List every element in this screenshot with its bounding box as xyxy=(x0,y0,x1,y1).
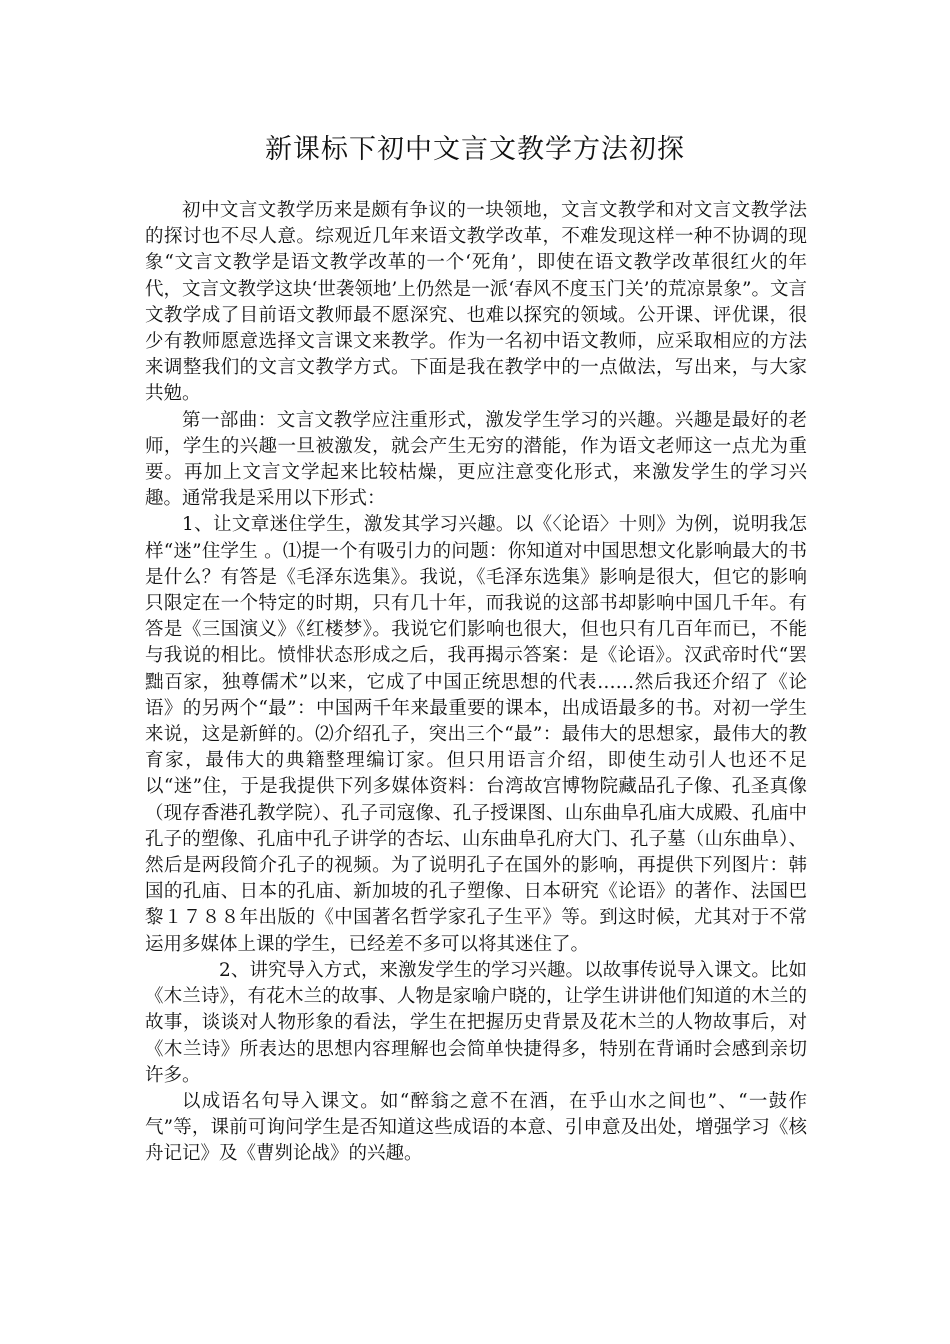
paragraph-intro: 初中文言文教学历来是颇有争议的一块领地，文言文教学和对文言文教学法的探讨也不尽人意。综观近几年来语文教学改革，不难发现这样一种不协调的现象“文言文教学是语文教学改革的一个‘死角’，即使在语文教学改革很红火的年代，文言文教学这块‘世袭领地’上仍然是一派‘春风不度玉门关’的荒凉景象”。文言文教学成了目前语文教师最不愿深究、也难以探究的领域。公开课、评优课，很少有教师愿意选择文言课文来教学。作为一名初中语文教师，应采取相应的方法来调整我们的文言文教学方式。下面是我在教学中的一点做法，写出来，与大家共勉。 xyxy=(145,200,807,405)
paragraph-method-2: 2、讲究导入方式，来激发学生的学习兴趣。以故事传说导入课文。比如《木兰诗》，有花木兰的故事、人物是家喻户晓的，让学生讲讲他们知道的木兰的故事，谈谈对人物形象的看法，学生在把握历史背景及花木兰的人物故事后，对《木兰诗》所表达的思想内容理解也会简单快捷得多，特别在背诵时会感到亲切许多。 xyxy=(145,959,807,1086)
paragraph-part-one: 第一部曲：文言文教学应注重形式，激发学生学习的兴趣。兴趣是最好的老师，学生的兴趣一旦被激发，就会产生无穷的潜能，作为语文老师这一点尤为重要。再加上文言文学起来比较枯燥，更应注意变化形式，来激发学生的学习兴趣。通常我是采用以下形式： xyxy=(145,409,807,510)
paragraph-idiom-intro: 以成语名句导入课文。如“醉翁之意不在酒，在乎山水之间也”、“一鼓作气”等，课前可询问学生是否知道这些成语的本意、引申意及出处，增强学习《核舟记记》及《曹刿论战》的兴趣。 xyxy=(145,1090,807,1165)
document-body xyxy=(145,198,807,1168)
document-title: 新课标下初中文言文教学方法初探 xyxy=(265,134,685,165)
paragraph-method-1: 1、让文章迷住学生，激发其学习兴趣。以《〈论语〉十则》为例，说明我怎样“迷”住学生 。⑴提一个有吸引力的问题：你知道对中国思想文化影响最大的书是什么？有答是《毛泽东选集》。我说，《毛泽东选集》影响是很大，但它的影响只限定在一个特定的时期，只有几十年，而我说的这部书却影响中国几千年。有答是《三国演义》《红楼梦》。我说它们影响也很大，但也只有几百年而已，不能与我说的相比。愤悱状态形成之后，我再揭示答案：是《论语》。汉武帝时代“罢黜百家，独尊儒术”以来，它成了中国正统思想的代表……然后我还介绍了《论语》的另两个“最”：中国两千年来最重要的课本，出成语最多的书。对初一学生来说，这是新鲜的。⑵介绍孔子，突出三个“最”：最伟大的思想家，最伟大的教育家，最伟大的典籍整理编订家。但只用语言介绍，即使生动引人也还不足以“迷”住，于是我提供下列多媒体资料：台湾故宫博物院藏品孔子像、孔圣真像（现存香港孔教学院）、孔子司寇像、孔子授课图、山东曲阜孔庙大成殿、孔庙中孔子的塑像、孔庙中孔子讲学的杏坛、山东曲阜孔府大门、孔子墓（山东曲阜）、然后是两段简介孔子的视频。为了说明孔子在国外的影响，再提供下列图片：韩国的孔庙、日本的孔庙、新加坡的孔子塑像、日本研究《论语》的著作、法国巴黎１７８８年出版的《中国著名哲学家孔子生平》等。到这时候，尤其对于不常运用多媒体上课的学生，已经差不多可以将其迷住了。 xyxy=(145,514,807,955)
